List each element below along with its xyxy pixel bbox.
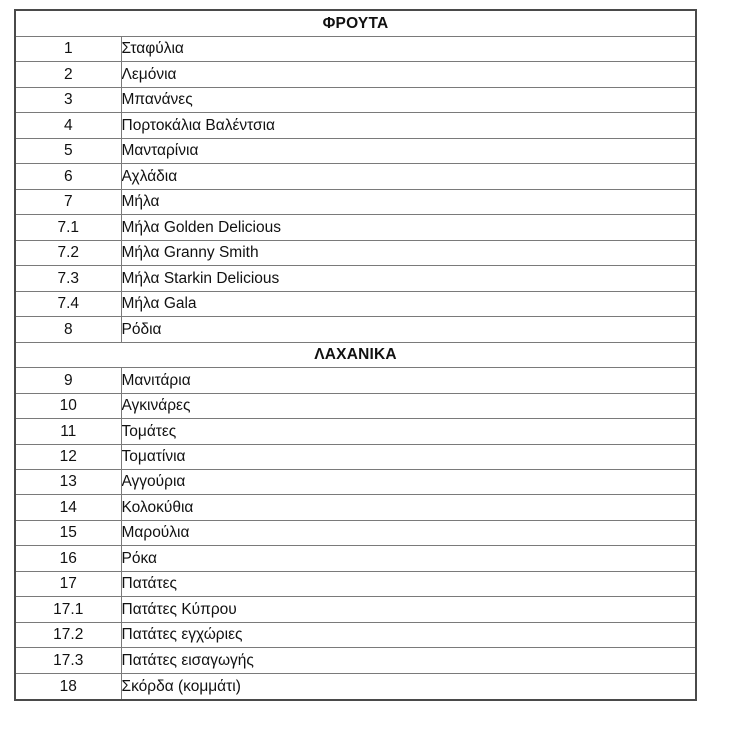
- item-name-cell: Ρόκα: [121, 546, 696, 571]
- item-number-cell: 11: [15, 419, 121, 444]
- item-name-cell: Σταφύλια: [121, 36, 696, 61]
- table-row: [15, 138, 696, 163]
- item-name-cell: Μήλα Starkin Delicious: [121, 266, 696, 291]
- table-row: [15, 189, 696, 214]
- table-row: [15, 164, 696, 189]
- item-number-cell: 16: [15, 546, 121, 571]
- item-number-cell: 2: [15, 62, 121, 87]
- item-number-cell: 7: [15, 189, 121, 214]
- table-row: [15, 368, 696, 393]
- item-name-cell: Αγγούρια: [121, 470, 696, 495]
- table-row: [15, 673, 696, 700]
- item-number-cell: 1: [15, 36, 121, 61]
- item-name-cell: Τομάτες: [121, 419, 696, 444]
- item-name-cell: Πορτοκάλια Βαλέντσια: [121, 113, 696, 138]
- item-number-cell: 8: [15, 317, 121, 342]
- section-header-row: [15, 10, 696, 36]
- item-number-cell: 3: [15, 87, 121, 112]
- item-number-cell: 7.2: [15, 240, 121, 265]
- table-row: [15, 240, 696, 265]
- item-number-cell: 7.1: [15, 215, 121, 240]
- table-row: [15, 622, 696, 647]
- table-row: [15, 393, 696, 418]
- table-row: [15, 520, 696, 545]
- table-row: [15, 266, 696, 291]
- table-row: [15, 648, 696, 673]
- item-number-cell: 17.1: [15, 597, 121, 622]
- item-name-cell: Πατάτες εισαγωγής: [121, 648, 696, 673]
- item-name-cell: Αγκινάρες: [121, 393, 696, 418]
- item-number-cell: 13: [15, 470, 121, 495]
- item-name-cell: Μήλα Gala: [121, 291, 696, 316]
- table-row: [15, 62, 696, 87]
- item-number-cell: 17.2: [15, 622, 121, 647]
- table-row: [15, 444, 696, 469]
- item-number-cell: 7.4: [15, 291, 121, 316]
- item-name-cell: Πατάτες εγχώριες: [121, 622, 696, 647]
- item-name-cell: Μανταρίνια: [121, 138, 696, 163]
- table-row: [15, 495, 696, 520]
- item-name-cell: Αχλάδια: [121, 164, 696, 189]
- item-name-cell: Πατάτες: [121, 571, 696, 596]
- table-row: [15, 571, 696, 596]
- table-row: [15, 113, 696, 138]
- table-row: [15, 470, 696, 495]
- item-name-cell: Μήλα Golden Delicious: [121, 215, 696, 240]
- item-name-cell: Ρόδια: [121, 317, 696, 342]
- table-row: [15, 215, 696, 240]
- item-name-cell: Πατάτες Κύπρου: [121, 597, 696, 622]
- section-header: ΛΑΧΑΝΙΚΑ: [15, 342, 696, 367]
- item-number-cell: 18: [15, 673, 121, 700]
- item-name-cell: Μπανάνες: [121, 87, 696, 112]
- item-name-cell: Λεμόνια: [121, 62, 696, 87]
- section-header-row: [15, 342, 696, 367]
- table-row: [15, 291, 696, 316]
- item-number-cell: 14: [15, 495, 121, 520]
- section-header: ΦΡΟΥΤΑ: [15, 10, 696, 36]
- produce-list-table: [14, 9, 697, 701]
- item-number-cell: 9: [15, 368, 121, 393]
- item-name-cell: Τοματίνια: [121, 444, 696, 469]
- item-number-cell: 17.3: [15, 648, 121, 673]
- produce-list-table-body: [15, 10, 696, 700]
- table-row: [15, 546, 696, 571]
- table-row: [15, 419, 696, 444]
- item-name-cell: Μανιτάρια: [121, 368, 696, 393]
- item-number-cell: 10: [15, 393, 121, 418]
- item-number-cell: 5: [15, 138, 121, 163]
- item-name-cell: Μήλα: [121, 189, 696, 214]
- item-number-cell: 4: [15, 113, 121, 138]
- table-row: [15, 36, 696, 61]
- table-row: [15, 87, 696, 112]
- item-name-cell: Μαρούλια: [121, 520, 696, 545]
- item-name-cell: Σκόρδα (κομμάτι): [121, 673, 696, 700]
- item-number-cell: 17: [15, 571, 121, 596]
- item-number-cell: 6: [15, 164, 121, 189]
- table-row: [15, 317, 696, 342]
- item-name-cell: Κολοκύθια: [121, 495, 696, 520]
- item-number-cell: 7.3: [15, 266, 121, 291]
- item-number-cell: 12: [15, 444, 121, 469]
- item-number-cell: 15: [15, 520, 121, 545]
- item-name-cell: Μήλα Granny Smith: [121, 240, 696, 265]
- table-row: [15, 597, 696, 622]
